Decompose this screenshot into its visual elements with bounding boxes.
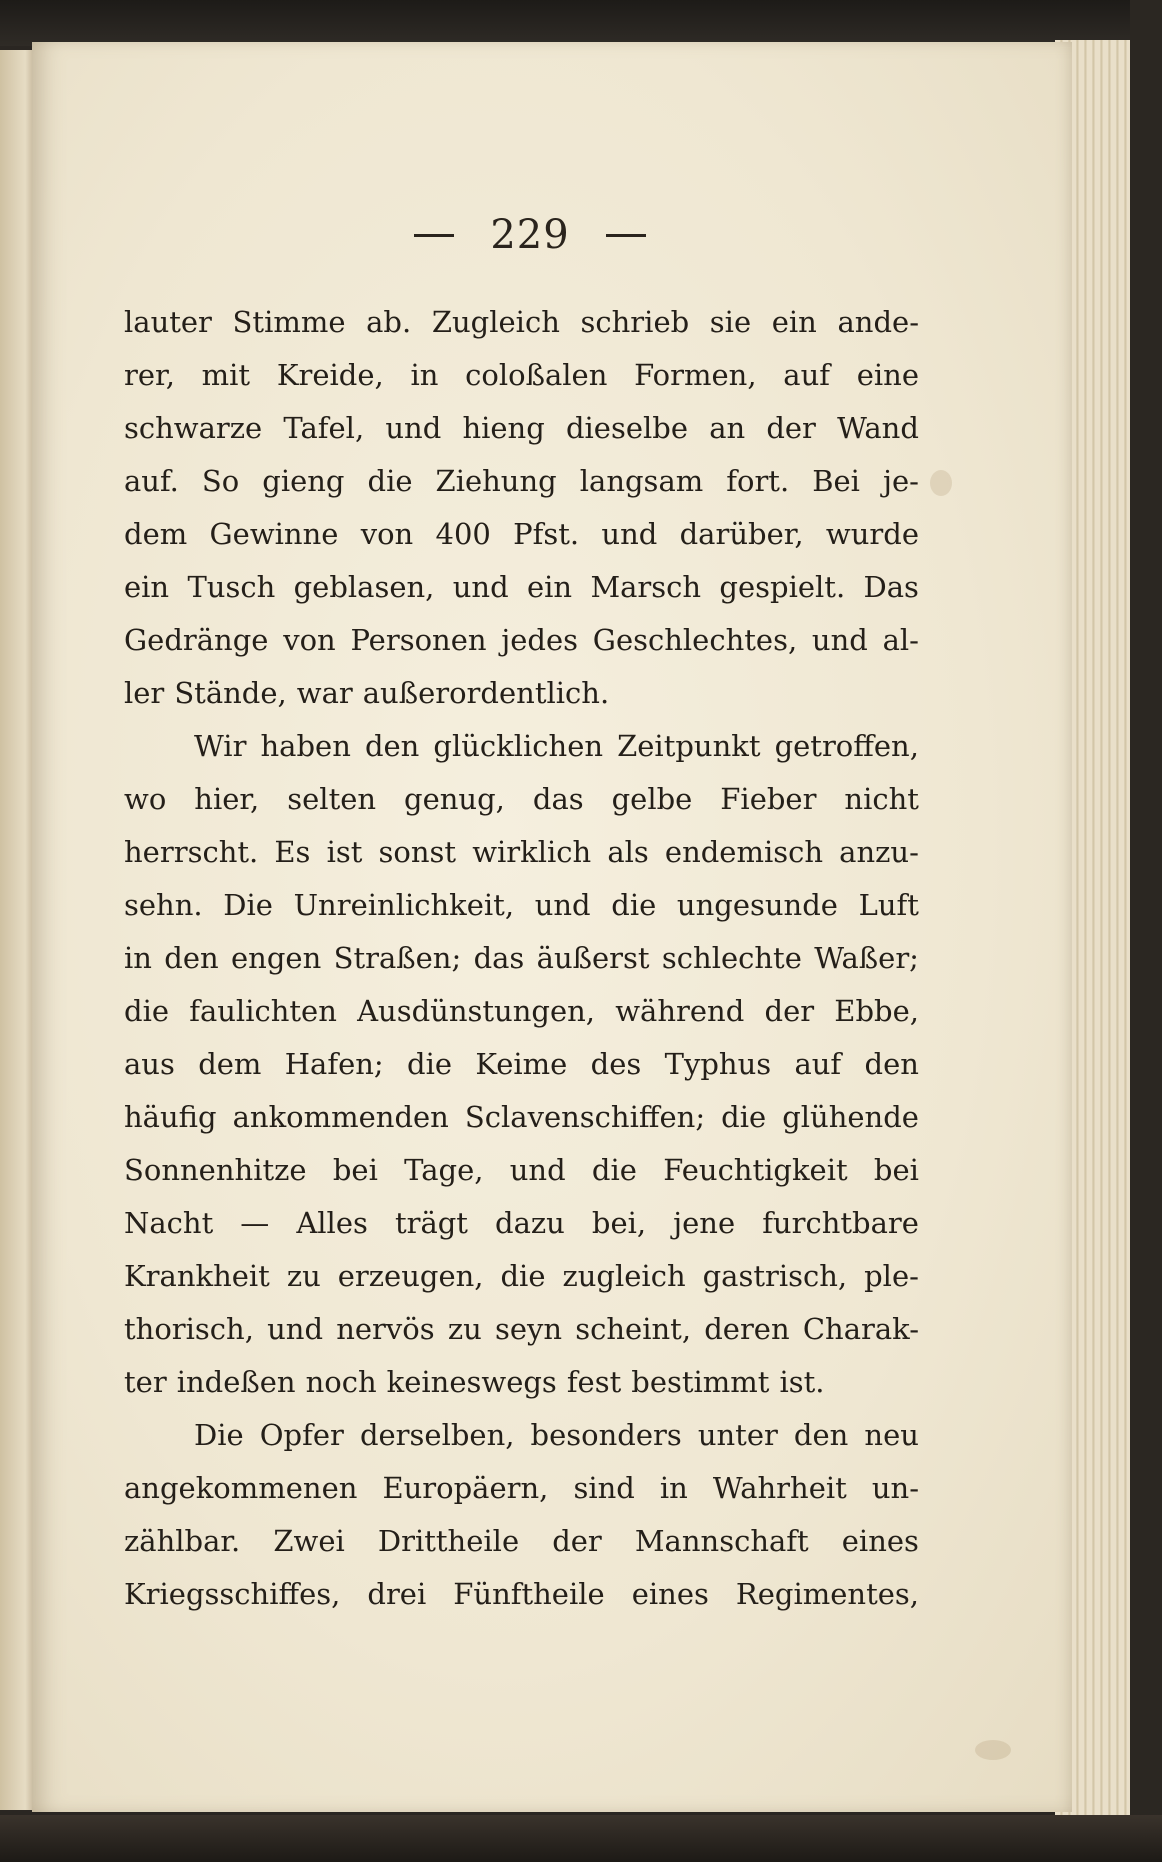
text-line [124,1038,919,1091]
word: selten [287,782,377,816]
word: Feuchtigkeit [663,1153,848,1187]
text-line [124,826,919,879]
word: in [410,358,439,392]
word: Personen [350,623,487,657]
word: bei, [591,1206,647,1240]
word: zugleich [562,1259,686,1293]
word: Tafel, [283,411,365,445]
text-line [124,1303,919,1356]
text-line [124,296,919,349]
text-line [124,720,919,773]
word: Das [863,570,919,604]
word: äußerst [536,941,650,975]
text-line [124,773,919,826]
word: engen [231,941,322,975]
word: Tusch [187,570,276,604]
word: noch [305,1365,377,1399]
word: schlechte [661,941,802,975]
text-line [124,1568,919,1621]
word: derselben, [359,1418,515,1452]
word: Die [223,888,273,922]
word: ein [526,570,573,604]
word: gieng [262,464,345,498]
word: Gedränge [124,623,269,657]
word: und [509,1153,566,1187]
word: aus [124,1047,175,1081]
word: und [385,411,442,445]
word: und [534,888,591,922]
word: das [532,782,584,816]
word: geblasen, [293,570,435,604]
word: anzu- [839,835,919,869]
word: Europäern, [382,1471,549,1505]
word: haben [260,729,351,763]
word: langsam [579,464,704,498]
text-line [124,932,919,985]
word: den [793,1418,849,1452]
word: das [473,941,525,975]
word: Gewinne [209,517,339,551]
word: eine [856,358,919,392]
word: thorisch, [124,1312,254,1346]
word: nervös [336,1312,435,1346]
word: Zugleich [431,305,560,339]
word: Formen, [634,358,757,392]
word: Pfst. [513,517,580,551]
word: von [360,517,414,551]
word: Zeitpunkt [617,729,761,763]
word: Die [194,1418,244,1452]
word: von [283,623,336,657]
word: Waßer; [814,941,919,975]
word: deren [704,1312,790,1346]
word: Sclavenschiffen; [464,1100,706,1134]
word: Nacht [124,1206,214,1240]
word: ein [124,570,170,604]
word: als [607,835,649,869]
word: der [552,1524,602,1558]
word: auf [783,358,830,392]
paper-stain [975,1740,1011,1760]
word: wo [124,782,167,816]
word: Sonnenhitze [124,1153,307,1187]
word: und [452,570,509,604]
word: rer, [124,358,175,392]
word: nicht [844,782,919,816]
word: zu [447,1312,482,1346]
word: dem [124,517,188,551]
word: Typhus [664,1047,772,1081]
word: Charak- [802,1312,919,1346]
word: zählbar. [124,1524,241,1558]
word: sehn. [124,888,203,922]
word: zu [286,1259,321,1293]
word: Luft [858,888,919,922]
word: Kreide, [276,358,384,392]
book-cover-bottom [0,1815,1162,1862]
word: Krankheit [124,1259,270,1293]
text-line [124,614,919,667]
word: dieselbe [565,411,689,445]
word: schwarze [124,411,263,445]
word: Marsch [590,570,702,604]
word: bestimmt [631,1365,770,1399]
word: drei [367,1577,427,1611]
word: fest [566,1365,622,1399]
word: die [591,1153,637,1187]
word: Wir [194,729,247,763]
word: glühende [782,1100,919,1134]
word: gespielt. [719,570,846,604]
word: die [500,1259,546,1293]
word: wurde [825,517,919,551]
word: die [721,1100,767,1134]
word: und [811,623,868,657]
word: glücklichen [433,729,604,763]
word: die [407,1047,453,1081]
word: Hafen; [284,1047,384,1081]
word: Tage, [404,1153,484,1187]
word: sie [709,305,752,339]
word: auf [794,1047,842,1081]
word: war [296,676,353,710]
word: häufig [124,1100,217,1134]
word: eines [631,1577,709,1611]
facing-page-edge [0,50,36,1810]
header-dash-left [414,234,454,237]
word: Fieber [720,782,817,816]
word: indeßen [176,1365,296,1399]
word: ple- [864,1259,919,1293]
text-line [124,1409,919,1462]
word: den [364,729,420,763]
word: gelbe [611,782,693,816]
text-line [124,1250,919,1303]
text-line [124,1144,919,1197]
word: je- [882,464,919,498]
header-dash-right [606,234,646,237]
text-line [124,1515,919,1568]
text-line [124,1462,919,1515]
word: gastrisch, [702,1259,848,1293]
word: und [601,517,658,551]
word: mit [201,358,251,392]
word: angekommenen [124,1471,358,1505]
word: hieng [462,411,545,445]
word: scheint, [575,1312,692,1346]
word: in [124,941,152,975]
text-line [124,879,919,932]
word: dem [198,1047,262,1081]
word: auf. [124,464,179,498]
word: den [864,1047,919,1081]
word: sind [573,1471,635,1505]
text-line [124,1091,919,1144]
word: faulichten [189,994,337,1028]
word: al- [882,623,919,657]
word: besonders [530,1418,682,1452]
book-cover-top [0,0,1162,46]
word: Bei [812,464,860,498]
word: eines [841,1524,919,1558]
word: des [590,1047,642,1081]
word: jene [673,1206,736,1240]
word: Alles [296,1206,368,1240]
word: Geschlechtes, [592,623,798,657]
word: ab. [366,305,412,339]
word: der [764,994,815,1028]
word: neu [864,1418,919,1452]
word: herrscht. [124,835,259,869]
word: coloßalen [465,358,608,392]
word: fort. [726,464,790,498]
text-line [124,667,919,720]
text-line [124,349,919,402]
word: ist [326,835,363,869]
word: Ziehung [435,464,557,498]
word: der [766,411,816,445]
body-text [124,296,919,1621]
word: den [164,941,219,975]
word: schrieb [580,305,690,339]
word: und [267,1312,324,1346]
word: So [201,464,240,498]
word: Mannschaft [634,1524,809,1558]
word: hier, [194,782,260,816]
word: ist. [779,1365,825,1399]
word: ter [124,1365,167,1399]
word: dazu [495,1206,565,1240]
word: ande- [837,305,919,339]
word: die [124,994,170,1028]
word: keineswegs [386,1365,557,1399]
word: ler [124,676,165,710]
word: die [611,888,657,922]
word: getroffen, [774,729,919,763]
word: Kriegsschiffes, [124,1577,341,1611]
word: Ausdünstungen, [357,994,596,1028]
word: Opfer [259,1418,344,1452]
word: außerordentlich. [362,676,610,710]
word: Stimme [232,305,346,339]
word: genug, [404,782,505,816]
word: bei [873,1153,919,1187]
word: furchtbare [762,1206,919,1240]
text-line [124,508,919,561]
text-line [124,1197,919,1250]
word: Keime [475,1047,568,1081]
word: ein [771,305,817,339]
word: darüber, [679,517,804,551]
text-line [124,402,919,455]
word: Wand [837,411,919,445]
word: Regimentes, [735,1577,919,1611]
book-cover-right [1130,0,1162,1862]
word: ankommenden [232,1100,449,1134]
word: Fünftheile [453,1577,605,1611]
page-number: 229 [490,212,570,258]
word: bei [332,1153,378,1187]
word: lauter [124,305,212,339]
text-line [124,985,919,1038]
word: wirklich [472,835,592,869]
word: Es [274,835,311,869]
word: — [240,1206,270,1240]
text-line [124,1356,919,1409]
word: Unreinlichkeit, [293,888,515,922]
word: trägt [394,1206,468,1240]
word: in [659,1471,688,1505]
word: sonst [378,835,457,869]
word: ungesunde [676,888,838,922]
word: erzeugen, [337,1259,484,1293]
word: endemisch [664,835,824,869]
word: während [615,994,745,1028]
word: Straßen; [333,941,462,975]
word: Ebbe, [834,994,919,1028]
text-line [124,455,919,508]
paper-stain [930,470,952,496]
word: seyn [494,1312,563,1346]
word: Stände, [174,676,287,710]
text-line [124,561,919,614]
word: unter [697,1418,778,1452]
word: Wahrheit [712,1471,847,1505]
word: an [709,411,746,445]
word: Zwei [273,1524,345,1558]
word: 400 [435,517,491,551]
word: die [367,464,413,498]
word: Drittheile [377,1524,520,1558]
page-header [380,200,680,270]
word: jedes [501,623,579,657]
word: un- [871,1471,919,1505]
